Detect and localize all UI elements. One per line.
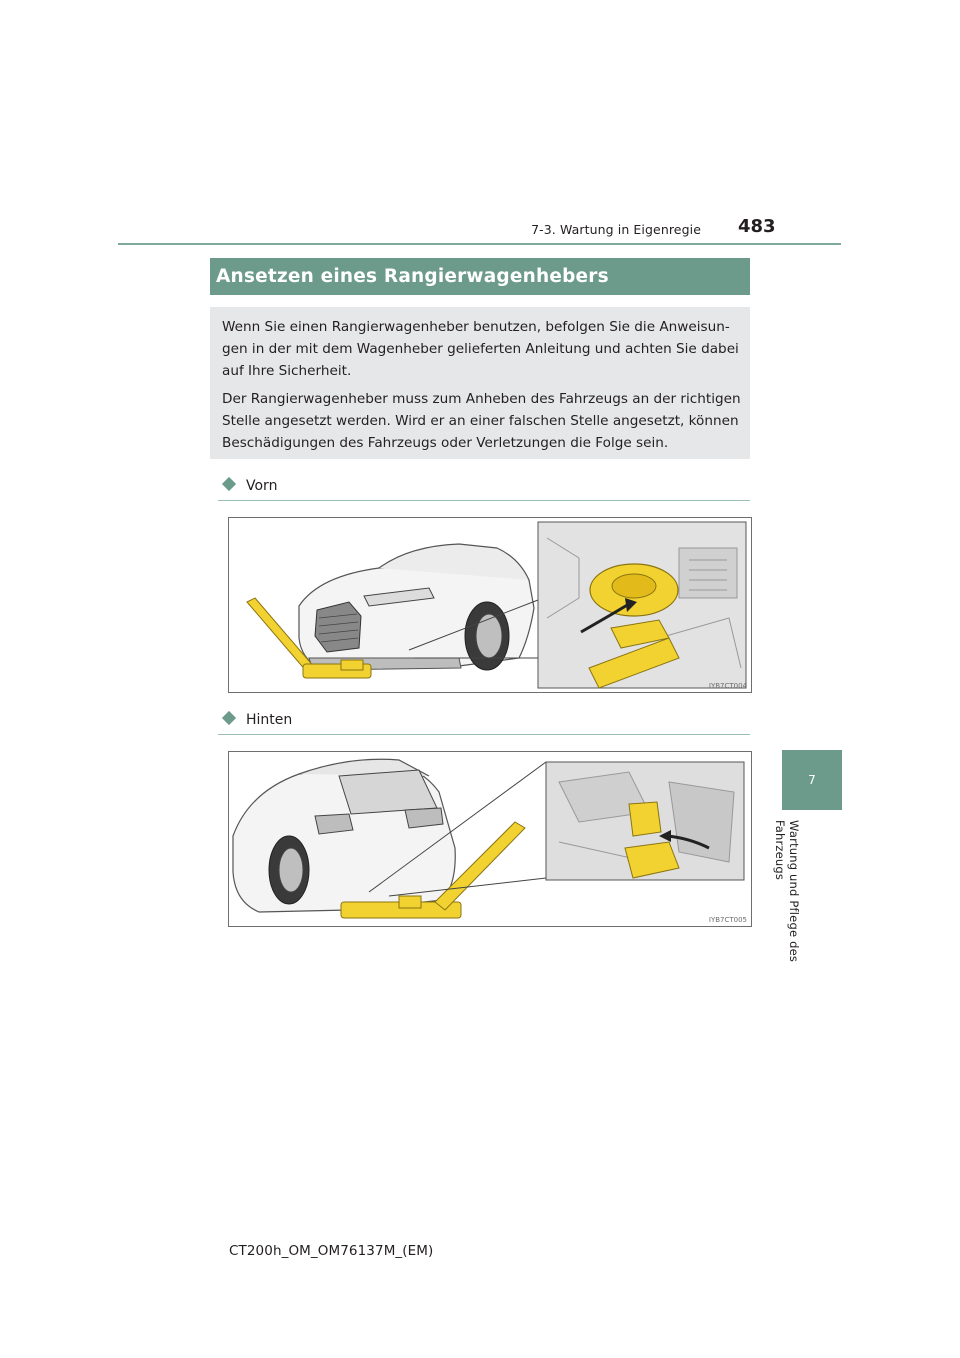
page-number: 483	[738, 216, 776, 237]
footer-doc-code: CT200h_OM_OM76137M_(EM)	[229, 1243, 434, 1259]
subheading-divider	[218, 734, 750, 735]
chapter-tab-label: Wartung und Pflege des Fahrzeugs	[773, 820, 801, 963]
intro-line: Stelle angesetzt werden. Wird er an einer falschen Stelle angesetzt, können	[222, 413, 739, 429]
intro-line: Der Rangierwagenheber muss zum Anheben des Fahrzeugs an der richtigen	[222, 391, 741, 407]
section-title: Ansetzen eines Rangierwagenhebers	[216, 266, 609, 287]
intro-line: gen in der mit dem Wagenheber gelieferten Anleitung und achten Sie dabei	[222, 341, 739, 357]
header-divider	[118, 243, 841, 245]
intro-line: Beschädigungen des Fahrzeugs oder Verletzungen die Folge sein.	[222, 435, 669, 451]
header-section-title: 7-3. Wartung in Eigenregie	[531, 222, 701, 237]
intro-paragraph-1	[222, 316, 742, 382]
subheading-divider	[218, 500, 750, 501]
figure-rear-jack-point	[228, 751, 752, 927]
intro-paragraph-2	[222, 388, 742, 454]
subheading-front-label: Vorn	[246, 478, 278, 494]
intro-line: auf Ihre Sicherheit.	[222, 363, 352, 379]
subheading-front	[222, 478, 277, 494]
front-jack-illustration	[229, 518, 751, 692]
chapter-tab[interactable]: 7	[782, 750, 842, 810]
subheading-rear-label: Hinten	[246, 712, 293, 728]
diamond-bullet-icon	[222, 477, 236, 491]
figure-code: IYB7CT004	[708, 682, 747, 690]
figure-code: IYB7CT005	[708, 916, 747, 924]
figure-front-jack-point	[228, 517, 752, 693]
subheading-rear	[222, 712, 292, 728]
diamond-bullet-icon	[222, 711, 236, 725]
rear-jack-illustration	[229, 752, 751, 926]
intro-line: Wenn Sie einen Rangierwagenheber benutzen, befolgen Sie die Anweisun-	[222, 319, 730, 335]
